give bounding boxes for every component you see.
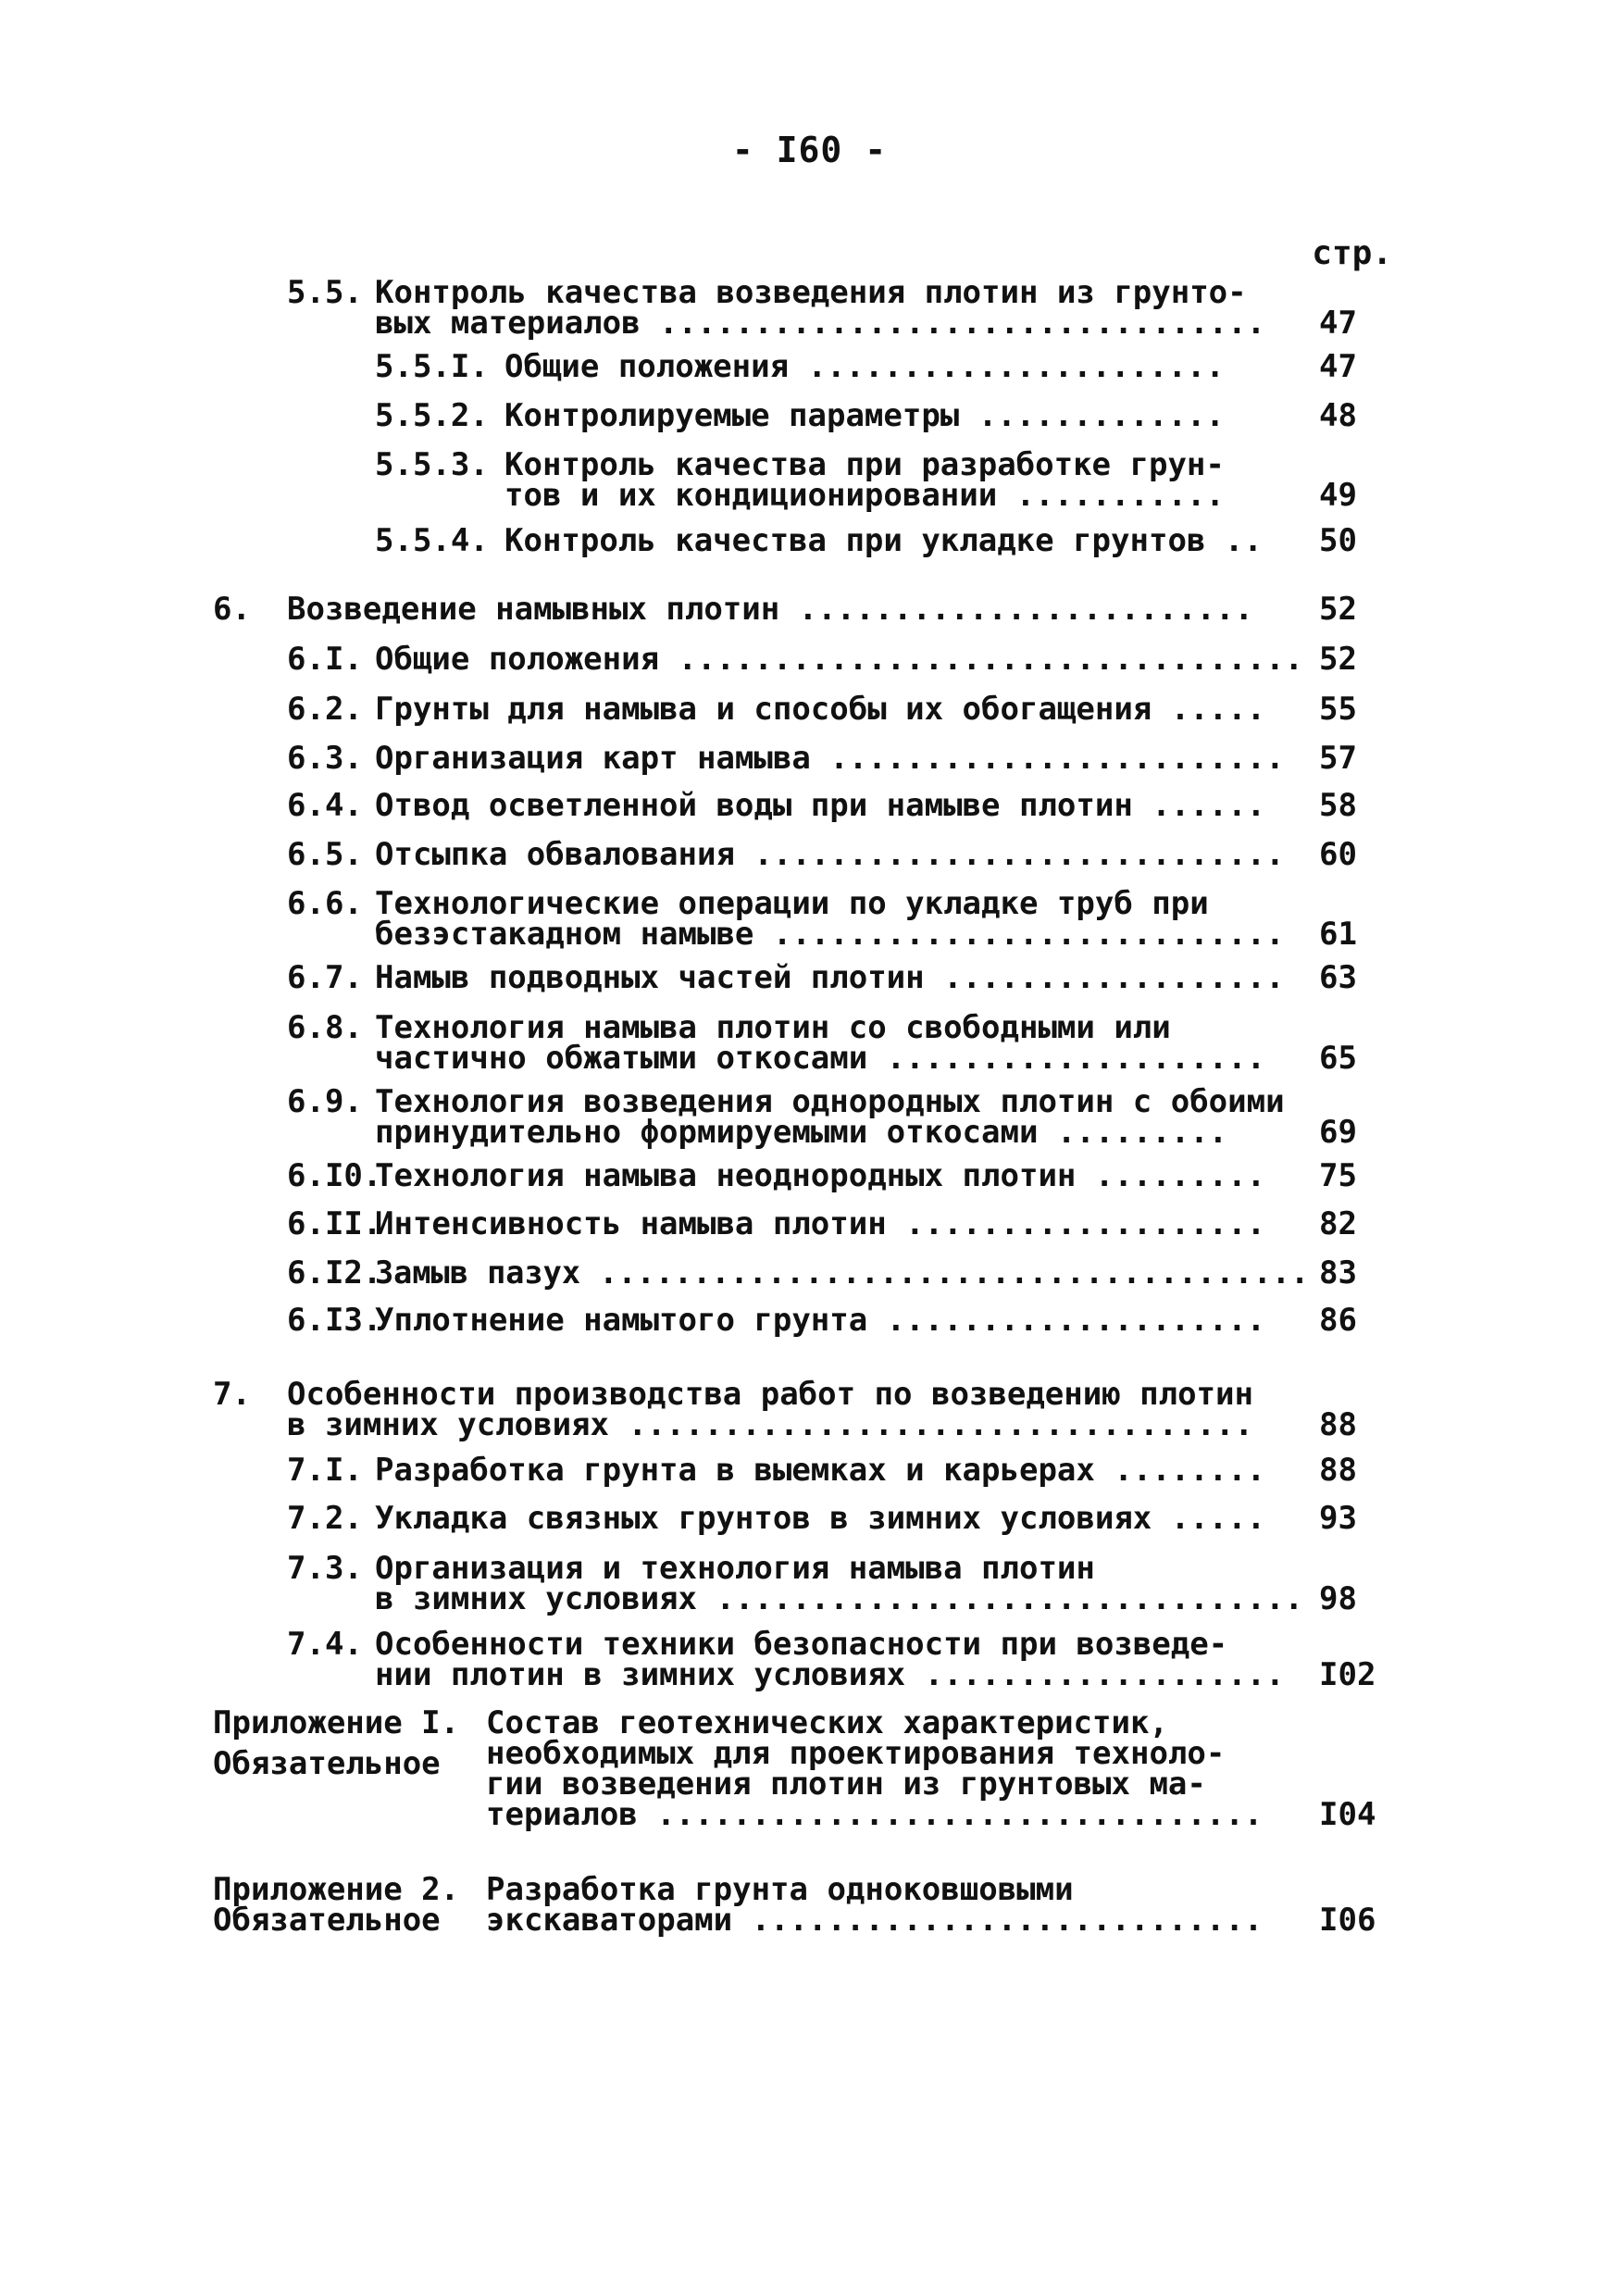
toc-entry-page: 52 bbox=[1319, 591, 1357, 628]
toc-entry-number: 6.5. bbox=[287, 836, 363, 873]
toc-entry-title: Отвод осветленной воды при намыве плотин ...... bbox=[375, 787, 1266, 824]
toc-entry bbox=[0, 836, 1619, 873]
toc-entry-title: принудительно формируемыми откосами ......... bbox=[375, 1114, 1228, 1151]
toc-entry-number: 7. bbox=[213, 1376, 251, 1413]
toc-entry-number: 6.II. bbox=[287, 1205, 382, 1242]
toc-entry bbox=[0, 885, 1619, 953]
toc-entry-page: 88 bbox=[1319, 1406, 1357, 1443]
toc-entry-title: нии плотин в зимних условиях ................... bbox=[375, 1656, 1285, 1693]
toc-entry-page: 86 bbox=[1319, 1302, 1357, 1339]
appendix-title: Состав геотехнических характеристик, bbox=[486, 1704, 1168, 1741]
toc-entry-title: Укладка связных грунтов в зимних условиях ..... bbox=[375, 1500, 1266, 1537]
toc-entry-title: Технология намыва плотин со свободными или bbox=[375, 1009, 1171, 1046]
toc-entry bbox=[0, 522, 1619, 559]
toc-entry bbox=[0, 1550, 1619, 1617]
toc-entry-title: Интенсивность намыва плотин ................... bbox=[375, 1205, 1266, 1242]
toc-entry bbox=[0, 1157, 1619, 1194]
appendix-title: Разработка грунта одноковшовыми bbox=[486, 1871, 1074, 1908]
appendix-entry bbox=[0, 1871, 1619, 1939]
toc-entry-page: 93 bbox=[1319, 1500, 1357, 1537]
appendix-title: экскаваторами ........................... bbox=[486, 1902, 1264, 1939]
toc-entry-number: 6.3. bbox=[287, 740, 363, 777]
toc-entry-page: 55 bbox=[1319, 691, 1357, 728]
column-header-page: стр. bbox=[1312, 234, 1392, 272]
toc-entry-title: Контроль качества при укладке грунтов .. bbox=[504, 522, 1263, 559]
toc-entry-title: Организация карт намыва ........................ bbox=[375, 740, 1285, 777]
toc-entry-page: 65 bbox=[1319, 1040, 1357, 1077]
toc-entry-number: 6.I. bbox=[287, 641, 363, 678]
appendix-title: гии возведения плотин из грунтовых ма- bbox=[486, 1766, 1206, 1803]
toc-entry-title: частично обжатыми откосами .................... bbox=[375, 1040, 1266, 1077]
toc-entry-number: 7.4. bbox=[287, 1626, 363, 1663]
appendix-label: Обязательное bbox=[213, 1902, 441, 1939]
toc-entry-number: 5.5. bbox=[287, 274, 363, 311]
toc-entry-page: 82 bbox=[1319, 1205, 1357, 1242]
toc-entry-title: Грунты для намыва и способы их обогащения ..... bbox=[375, 691, 1266, 728]
toc-entry-page: 61 bbox=[1319, 916, 1357, 953]
toc-entry bbox=[0, 1302, 1619, 1339]
toc-entry-title: вых материалов ................................ bbox=[375, 305, 1266, 342]
toc-entry-number: 6.4. bbox=[287, 787, 363, 824]
toc-entry bbox=[0, 446, 1619, 514]
toc-entry-number: 6.I3. bbox=[287, 1302, 382, 1339]
toc-entry-page: 60 bbox=[1319, 836, 1357, 873]
page-number: - I60 - bbox=[731, 130, 888, 170]
toc-entry-title: Возведение намывных плотин ........................ bbox=[287, 591, 1253, 628]
toc-entry-number: 5.5.2. bbox=[375, 397, 489, 434]
toc-entry-page: 52 bbox=[1319, 641, 1357, 678]
appendix-label: Приложение I. bbox=[213, 1704, 460, 1741]
toc-entry-page: 48 bbox=[1319, 397, 1357, 434]
toc-entry bbox=[0, 1452, 1619, 1489]
toc-entry-number: 6. bbox=[213, 591, 251, 628]
toc-entry-title: тов и их кондиционировании ........... bbox=[504, 477, 1225, 514]
toc-entry-page: 49 bbox=[1319, 477, 1357, 514]
toc-entry-number: 6.I2. bbox=[287, 1254, 382, 1292]
toc-entry bbox=[0, 1500, 1619, 1537]
toc-entry-title: Отсыпка обвалования ............................ bbox=[375, 836, 1285, 873]
toc-entry-title: Общие положения ................................. bbox=[375, 641, 1304, 678]
toc-entry-title: Особенности техники безопасности при возведе- bbox=[375, 1626, 1228, 1663]
toc-entry-title: безэстакадном намыве ........................... bbox=[375, 916, 1285, 953]
toc-entry-page: 75 bbox=[1319, 1157, 1357, 1194]
toc-entry-title: в зимних условиях ................................. bbox=[287, 1406, 1253, 1443]
toc-entry-title: в зимних условиях ............................... bbox=[375, 1580, 1304, 1617]
toc-entry-number: 7.I. bbox=[287, 1452, 363, 1489]
toc-entry-page: 63 bbox=[1319, 959, 1357, 996]
toc-entry-number: 6.2. bbox=[287, 691, 363, 728]
appendix-label: Обязательное bbox=[213, 1745, 441, 1782]
toc-entry-title: Организация и технология намыва плотин bbox=[375, 1550, 1095, 1587]
toc-entry-title: Намыв подводных частей плотин .................. bbox=[375, 959, 1285, 996]
toc-entry bbox=[0, 740, 1619, 777]
appendix-label: Приложение 2. bbox=[213, 1871, 460, 1908]
toc-entry bbox=[0, 1254, 1619, 1292]
toc-entry bbox=[0, 641, 1619, 678]
toc-entry-page: 88 bbox=[1319, 1452, 1357, 1489]
toc-entry-title: Уплотнение намытого грунта .................... bbox=[375, 1302, 1266, 1339]
toc-entry-title: Технология намыва неоднородных плотин ......... bbox=[375, 1157, 1266, 1194]
toc-entry-number: 5.5.I. bbox=[375, 348, 489, 385]
toc-entry bbox=[0, 1205, 1619, 1242]
toc-entry-title: Разработка грунта в выемках и карьерах ........ bbox=[375, 1452, 1266, 1489]
toc-entry-number: 6.8. bbox=[287, 1009, 363, 1046]
toc-entry-number: 6.6. bbox=[287, 885, 363, 922]
toc-entry bbox=[0, 691, 1619, 728]
toc-entry-number: 5.5.4. bbox=[375, 522, 489, 559]
appendix-entry bbox=[0, 1704, 1619, 1833]
toc-entry-title: Замыв пазух ...................................... bbox=[375, 1254, 1310, 1292]
appendix-title: териалов ................................ bbox=[486, 1796, 1264, 1833]
toc-entry-title: Контроль качества при разработке грун- bbox=[504, 446, 1225, 483]
appendix-title: необходимых для проектирования техноло- bbox=[486, 1735, 1226, 1772]
toc-entry-page: 83 bbox=[1319, 1254, 1357, 1292]
toc-entry-title: Общие положения ...................... bbox=[504, 348, 1225, 385]
toc-entry-page: 47 bbox=[1319, 305, 1357, 342]
toc-entry-title: Технология возведения однородных плотин с обоими bbox=[375, 1083, 1285, 1120]
toc-entry bbox=[0, 1083, 1619, 1151]
toc-entry-title: Особенности производства работ по возведению плотин bbox=[287, 1376, 1253, 1413]
toc-entry bbox=[0, 591, 1619, 628]
toc-entry bbox=[0, 274, 1619, 342]
toc-entry-number: 6.9. bbox=[287, 1083, 363, 1120]
toc-entry-page: 47 bbox=[1319, 348, 1357, 385]
toc-entry bbox=[0, 959, 1619, 996]
toc-entry bbox=[0, 1626, 1619, 1693]
toc-entry bbox=[0, 1376, 1619, 1443]
toc-entry-title: Контролируемые параметры ............. bbox=[504, 397, 1225, 434]
toc-entry-page: 58 bbox=[1319, 787, 1357, 824]
toc-entry bbox=[0, 787, 1619, 824]
toc-entry-page: 57 bbox=[1319, 740, 1357, 777]
appendix-page: I04 bbox=[1319, 1796, 1376, 1833]
toc-entry-title: Технологические операции по укладке труб при bbox=[375, 885, 1209, 922]
toc-entry-number: 5.5.3. bbox=[375, 446, 489, 483]
toc-entry-page: I02 bbox=[1319, 1656, 1376, 1693]
toc-entry-title: Контроль качества возведения плотин из грунто- bbox=[375, 274, 1247, 311]
toc-entry-number: 6.I0. bbox=[287, 1157, 382, 1194]
appendix-page: I06 bbox=[1319, 1902, 1376, 1939]
toc-entry bbox=[0, 397, 1619, 434]
toc-entry bbox=[0, 348, 1619, 385]
toc-entry-number: 6.7. bbox=[287, 959, 363, 996]
toc-entry-page: 69 bbox=[1319, 1114, 1357, 1151]
toc-entry bbox=[0, 1009, 1619, 1077]
toc-entry-page: 50 bbox=[1319, 522, 1357, 559]
toc-entry-number: 7.2. bbox=[287, 1500, 363, 1537]
toc-entry-page: 98 bbox=[1319, 1580, 1357, 1617]
toc-entry-number: 7.3. bbox=[287, 1550, 363, 1587]
